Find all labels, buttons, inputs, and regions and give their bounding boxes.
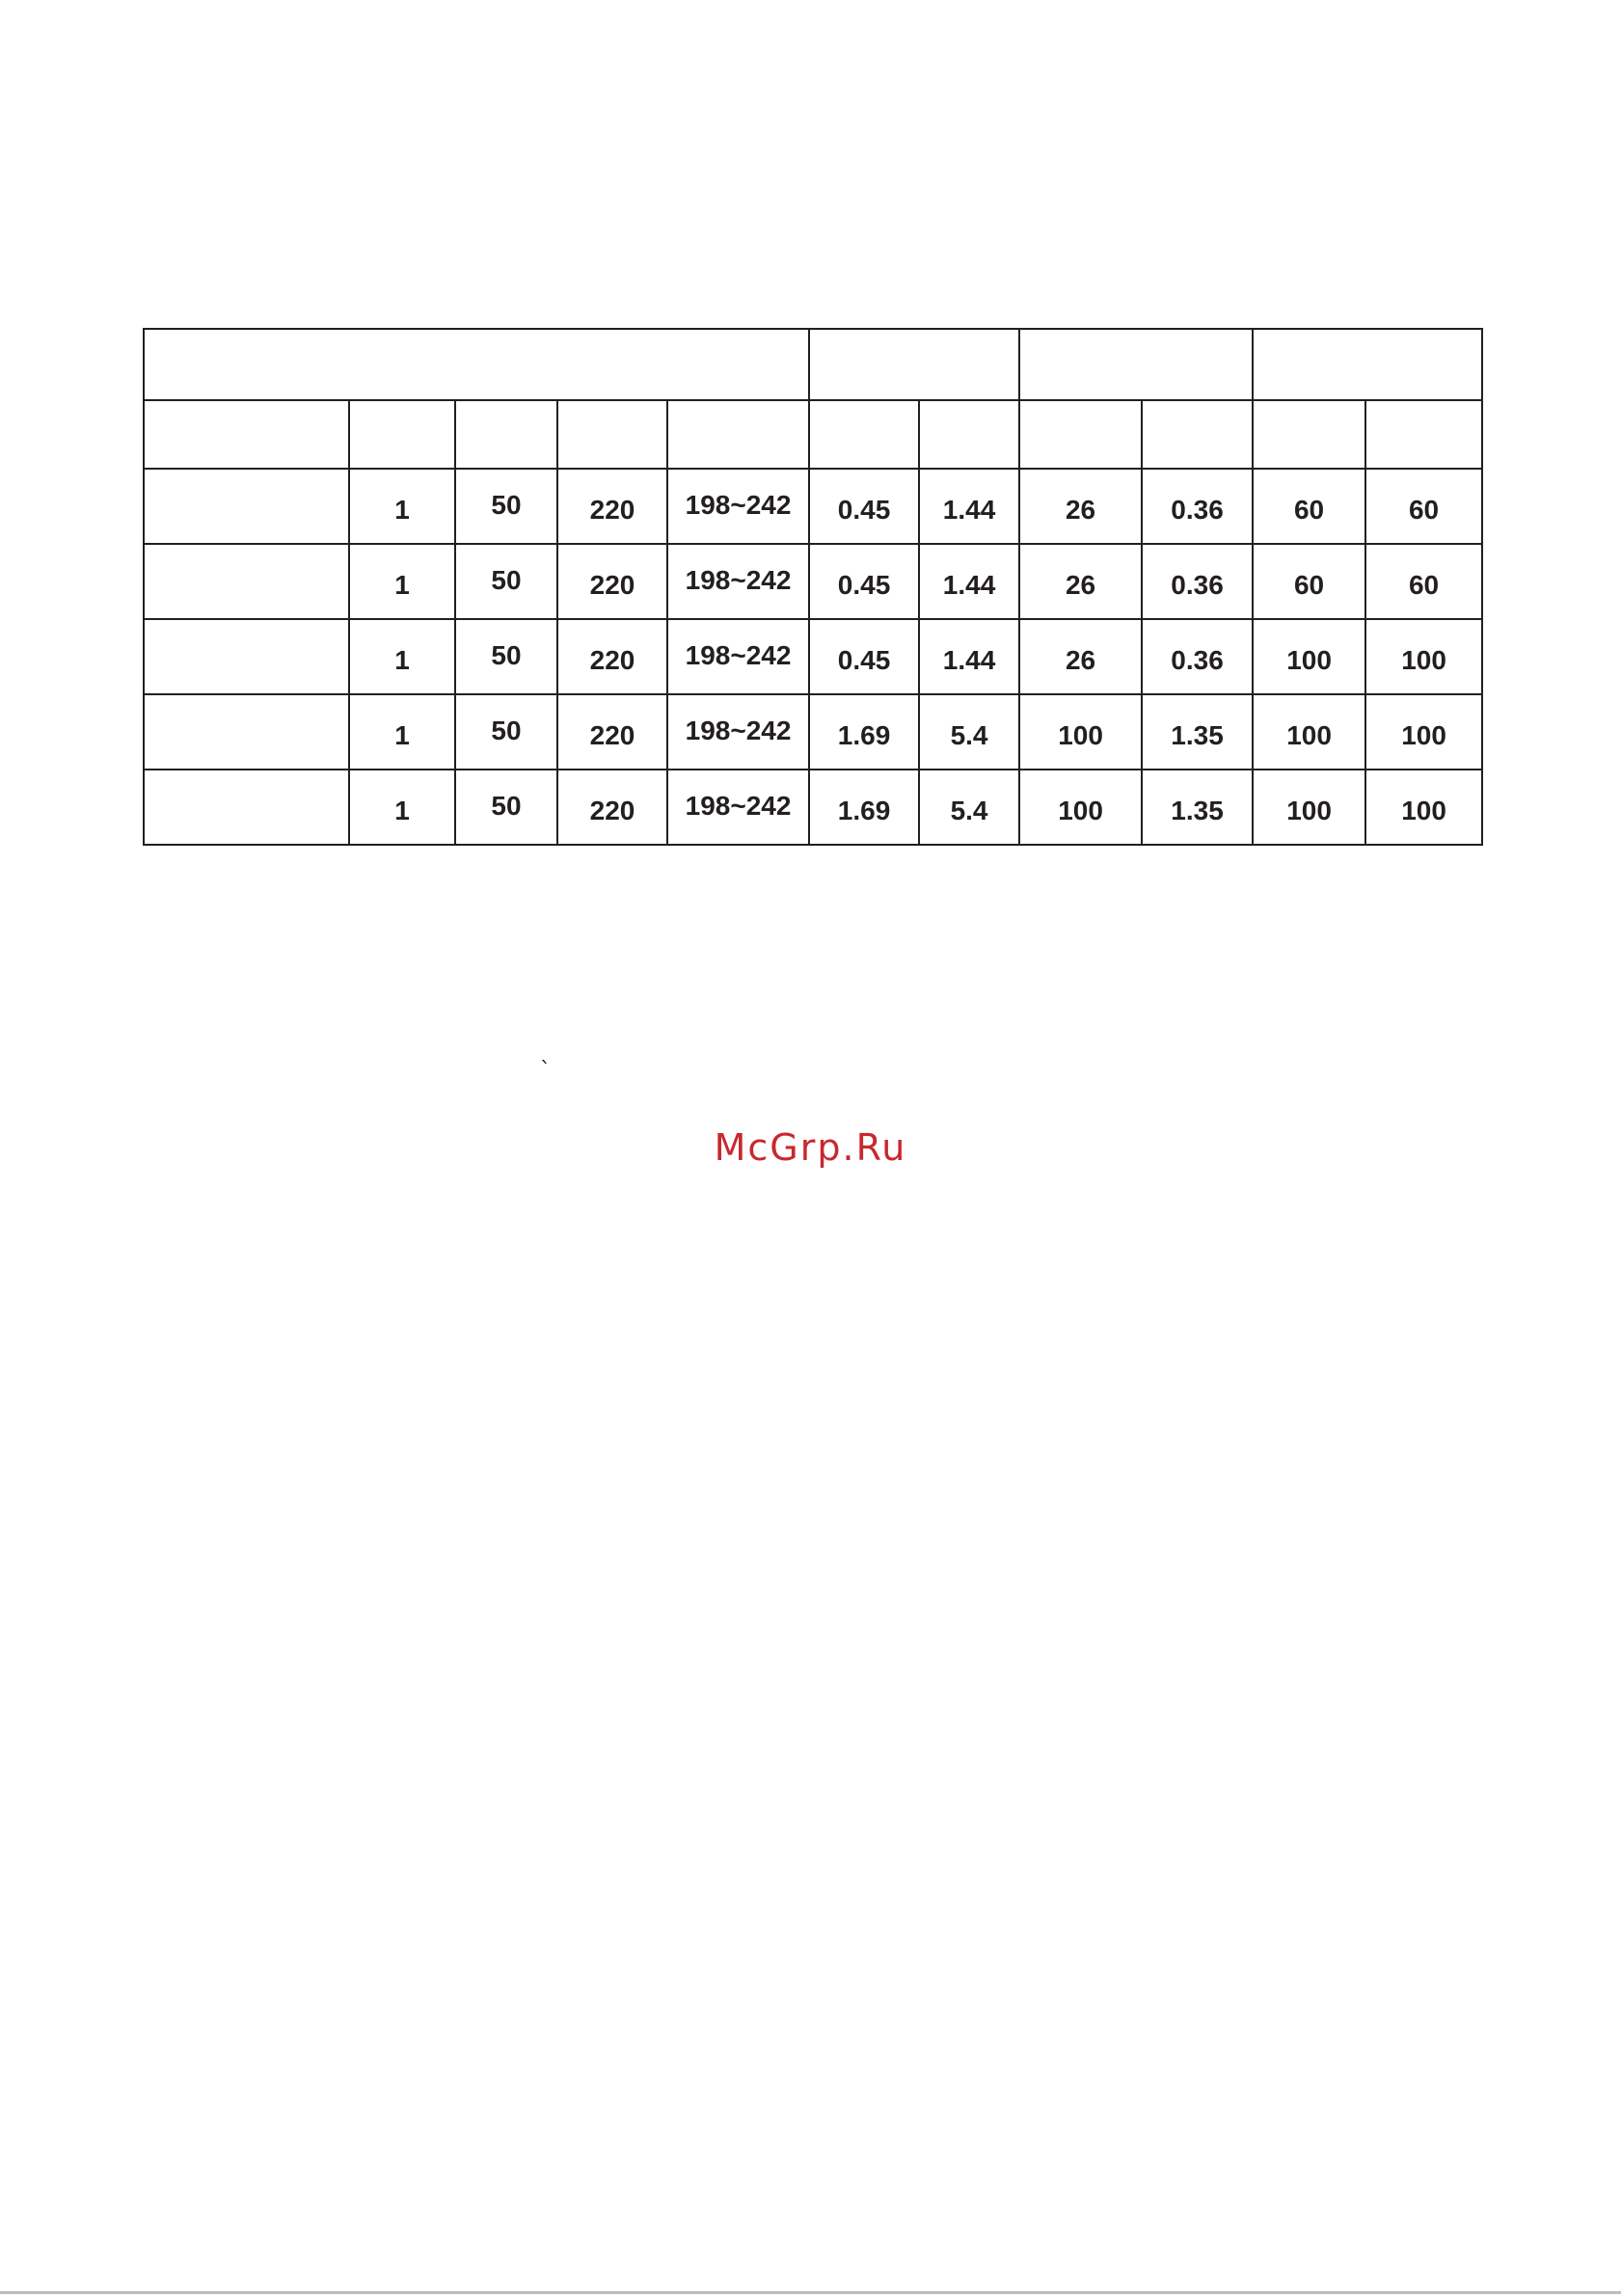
frequency-cell: 50	[455, 544, 557, 619]
phase-cell: 1	[349, 770, 455, 845]
table-row	[144, 694, 1482, 770]
table-cell: 0.45	[809, 544, 919, 619]
table-cell: 60	[1253, 544, 1365, 619]
table-row	[144, 544, 1482, 619]
header-cell	[667, 400, 809, 469]
header-cell	[1142, 400, 1253, 469]
header-cell-group-2	[809, 329, 1019, 400]
table-cell: 60	[1365, 469, 1482, 544]
voltage-range-cell: 198~242	[667, 619, 809, 694]
voltage-cell: 220	[557, 469, 667, 544]
frequency-cell: 50	[455, 619, 557, 694]
table-cell: 100	[1365, 619, 1482, 694]
phase-cell: 1	[349, 694, 455, 770]
voltage-range-cell: 198~242	[667, 544, 809, 619]
table-cell: 0.45	[809, 469, 919, 544]
header-cell	[1365, 400, 1482, 469]
header-cell-group-1	[144, 329, 809, 400]
table-row	[144, 469, 1482, 544]
phase-cell: 1	[349, 544, 455, 619]
table-cell: 0.36	[1142, 619, 1253, 694]
table-cell: 1.44	[919, 619, 1019, 694]
table-cell: 1.44	[919, 544, 1019, 619]
header-cell	[1253, 400, 1365, 469]
table-row	[144, 770, 1482, 845]
table-cell: 1.35	[1142, 694, 1253, 770]
model-cell	[144, 694, 349, 770]
header-cell	[809, 400, 919, 469]
header-cell	[919, 400, 1019, 469]
table-cell: 0.36	[1142, 544, 1253, 619]
header-cell	[1019, 400, 1142, 469]
table-cell: 60	[1365, 544, 1482, 619]
model-cell	[144, 544, 349, 619]
spec-table	[143, 328, 1483, 846]
table-cell: 0.45	[809, 619, 919, 694]
voltage-range-cell: 198~242	[667, 469, 809, 544]
watermark-text: McGrp.Ru	[714, 1126, 907, 1169]
header-cell-group-4	[1253, 329, 1482, 400]
model-cell	[144, 770, 349, 845]
header-cell	[455, 400, 557, 469]
table-cell: 26	[1019, 544, 1142, 619]
table-cell: 5.4	[919, 694, 1019, 770]
table-cell: 26	[1019, 619, 1142, 694]
table-cell: 100	[1365, 694, 1482, 770]
stray-mark: `	[540, 1059, 551, 1083]
table-row	[144, 619, 1482, 694]
table-cell: 1.69	[809, 770, 919, 845]
table-cell: 60	[1253, 469, 1365, 544]
table-cell: 1.35	[1142, 770, 1253, 845]
table-header-row-1	[144, 329, 1482, 400]
table-cell: 100	[1253, 770, 1365, 845]
model-cell	[144, 469, 349, 544]
table-cell: 100	[1019, 770, 1142, 845]
phase-cell: 1	[349, 469, 455, 544]
table-cell: 100	[1253, 694, 1365, 770]
table-cell: 1.69	[809, 694, 919, 770]
table-header-row-2	[144, 400, 1482, 469]
frequency-cell: 50	[455, 469, 557, 544]
table-cell: 1.44	[919, 469, 1019, 544]
page-bottom-rule	[0, 2291, 1621, 2294]
header-cell	[144, 400, 349, 469]
table-cell: 100	[1365, 770, 1482, 845]
voltage-cell: 220	[557, 619, 667, 694]
table-cell: 0.36	[1142, 469, 1253, 544]
header-cell-group-3	[1019, 329, 1253, 400]
frequency-cell: 50	[455, 770, 557, 845]
voltage-cell: 220	[557, 544, 667, 619]
voltage-cell: 220	[557, 694, 667, 770]
header-cell	[349, 400, 455, 469]
frequency-cell: 50	[455, 694, 557, 770]
voltage-range-cell: 198~242	[667, 770, 809, 845]
header-cell	[557, 400, 667, 469]
voltage-cell: 220	[557, 770, 667, 845]
model-cell	[144, 619, 349, 694]
phase-cell: 1	[349, 619, 455, 694]
voltage-range-cell: 198~242	[667, 694, 809, 770]
table-cell: 100	[1019, 694, 1142, 770]
table-cell: 100	[1253, 619, 1365, 694]
table-cell: 5.4	[919, 770, 1019, 845]
table-cell: 26	[1019, 469, 1142, 544]
